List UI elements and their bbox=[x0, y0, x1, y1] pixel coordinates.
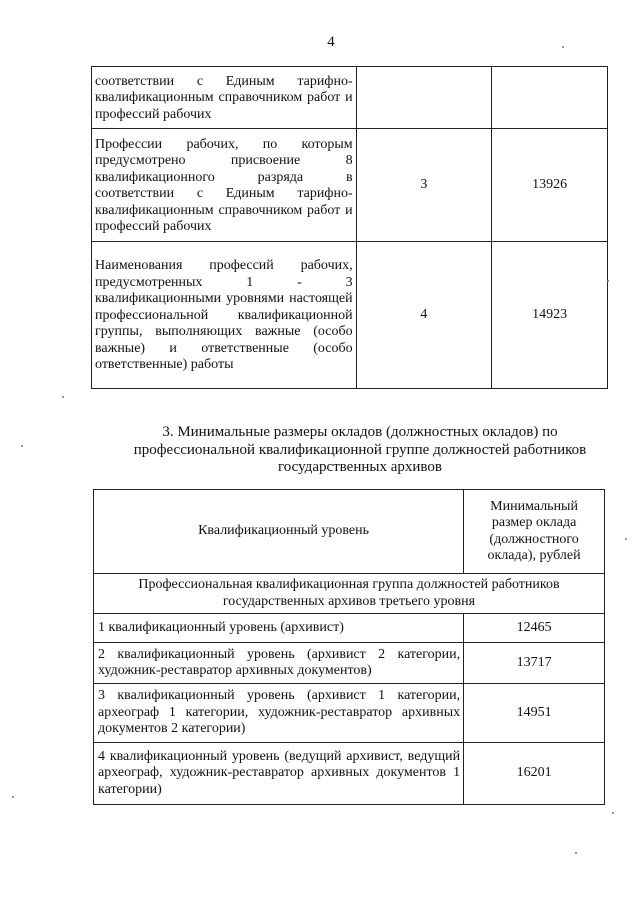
qualification-level-cell: 3 bbox=[356, 129, 492, 242]
salary-cell: 13717 bbox=[464, 643, 605, 684]
header-min-salary: Минимальный размер оклада (должностного оклада), рублей bbox=[464, 490, 605, 574]
level-description: 4 квалификационный уровень (ведущий архивист, ведущий археограф, художник-реставратор архивных документов 1 категории) bbox=[94, 743, 464, 805]
page-number: 4 bbox=[327, 34, 335, 50]
scan-speck bbox=[62, 396, 64, 398]
scan-speck bbox=[21, 445, 23, 447]
profession-description: соответствии с Единым тарифно-квалификационным справочником работ и профессий рабочих bbox=[92, 67, 357, 129]
salary-cell: 14923 bbox=[492, 242, 608, 389]
level-description: 1 квалификационный уровень (архивист) bbox=[94, 614, 464, 643]
salary-cell: 14951 bbox=[464, 684, 605, 743]
scan-speck bbox=[12, 796, 14, 798]
salary-table-archives bbox=[93, 489, 605, 805]
group-row bbox=[94, 574, 605, 614]
table-row bbox=[92, 242, 608, 389]
profession-description: Профессии рабочих, по которым предусмотрено присвоение 8 квалификационного разряда в соответствии с Единым тарифно-квалификационным справочником работ и профессий рабочих bbox=[92, 129, 357, 242]
scan-speck bbox=[607, 280, 609, 282]
qualification-level-cell: 4 bbox=[356, 242, 492, 389]
table-row bbox=[92, 67, 608, 129]
scan-speck bbox=[625, 538, 627, 540]
table-row bbox=[94, 643, 605, 684]
table-row bbox=[94, 614, 605, 643]
header-qualification-level: Квалификационный уровень bbox=[94, 490, 464, 574]
salary-table-workers bbox=[91, 66, 608, 389]
section-title: 3. Минимальные размеры окладов (должностных окладов) по профессиональной квалификационной группе должностей работников государственных архивов bbox=[133, 424, 587, 475]
scan-speck bbox=[562, 46, 564, 48]
table-row bbox=[92, 129, 608, 242]
salary-cell: 12465 bbox=[464, 614, 605, 643]
table-row bbox=[94, 743, 605, 805]
salary-cell bbox=[492, 67, 608, 129]
table-header-row bbox=[94, 490, 605, 574]
group-title: Профессиональная квалификационная группа должностей работников государственных архивов третьего уровня bbox=[94, 574, 605, 614]
salary-cell: 13926 bbox=[492, 129, 608, 242]
table-row bbox=[94, 684, 605, 743]
scan-speck bbox=[612, 812, 614, 814]
profession-description: Наименования профессий рабочих, предусмотренных 1 - 3 квалификационными уровнями настоящей профессиональной квалификационной группы, выполняющих важные (особо важные) и ответственные (особо ответственные) работы bbox=[92, 242, 357, 389]
qualification-level-cell bbox=[356, 67, 492, 129]
scan-speck bbox=[575, 852, 577, 854]
salary-cell: 16201 bbox=[464, 743, 605, 805]
level-description: 2 квалификационный уровень (архивист 2 категории, художник-реставратор архивных документов) bbox=[94, 643, 464, 684]
level-description: 3 квалификационный уровень (архивист 1 категории, археограф 1 категории, художник-реставратор архивных документов 2 категории) bbox=[94, 684, 464, 743]
